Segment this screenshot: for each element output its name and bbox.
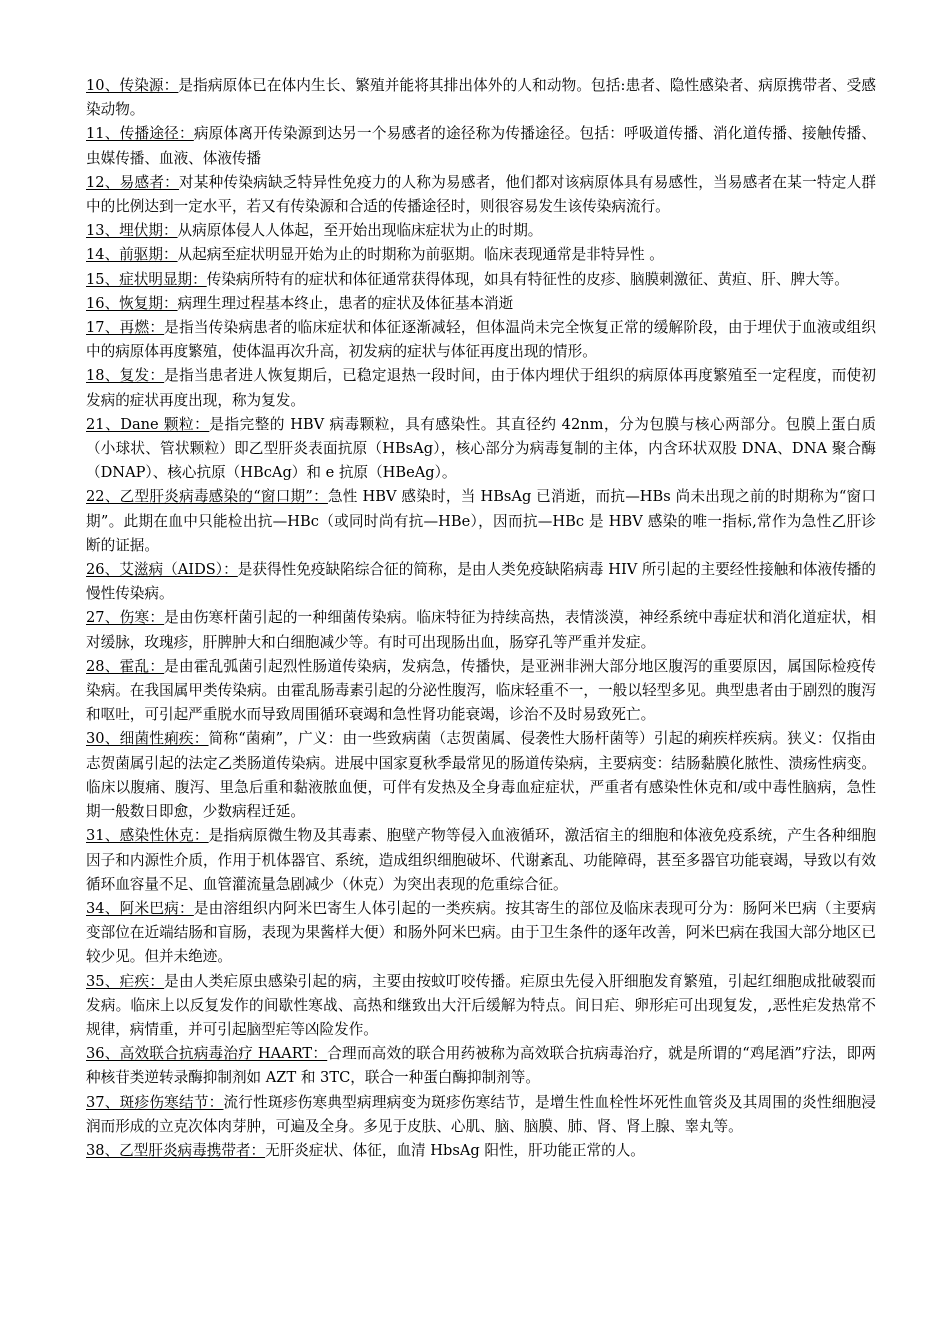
definition-entry [86, 970, 876, 1043]
definition-entry [86, 316, 876, 364]
definition-text: 是指当传染病患者的临床症状和体征逐渐减轻，但体温尚未完全恢复正常的缓解阶段，由于埋伏于血液或组织中的病原体再度繁殖，使体温再次升高，初发病的症状与体征再度出现的情形。 [86, 319, 876, 361]
definition-text: 流行性斑疹伤寒典型病理病变为斑疹伤寒结节，是增生性血栓性坏死性血管炎及其周围的炎性细胞浸润而形成的立克次体肉芽肿，可遍及全身。多见于皮肤、心肌、脑、脑膜、肺、肾、肾上腺、睾丸等。 [86, 1093, 876, 1135]
definition-term: 37、斑疹伤寒结节： [86, 1093, 224, 1111]
definition-text: 是指当患者进人恢复期后，已稳定退热一段时间，由于体内埋伏于组织的病原体再度繁殖至一定程度，而使初发病的症状再度出现，称为复发。 [86, 367, 876, 409]
definition-text: 对某种传染病缺乏特异性免疫力的人称为易感者，他们都对该病原体具有易感性，当易感者在某一特定人群中的比例达到一定水平，若又有传染源和合适的传播途径时，则很容易发生该传染病流行。 [86, 173, 876, 216]
definition-text: 病理生理过程基本终止，患者的症状及体征基本消逝 [177, 294, 514, 312]
definition-entry [86, 122, 876, 170]
definition-term: 11、传播途径： [86, 125, 194, 143]
definition-text: 是指完整的 HBV 病毒颗粒，具有感染性。其直径约 42nm，分为包膜与核心两部分。包膜上蛋白质（小球状、管状颗粒）即乙型肝炎表面抗原（HBsAg），核心部分为病毒复制的主体，内含环状双股 DNA、DNA 聚合酶（DNAP）、核心抗原（HBcAg）和 e 抗原（HBeAg）。 [86, 415, 877, 482]
definition-term: 22、乙型肝炎病毒感染的“窗口期”： [86, 488, 328, 506]
definition-term: 30、细菌性痢疾： [86, 730, 209, 748]
definition-term: 27、伤寒： [86, 609, 165, 627]
definition-text: 传染病所特有的症状和体征通常获得体现，如具有特征性的皮疹、脑膜刺激征、黄疸、肝、脾大等。 [206, 270, 849, 288]
definition-entry [86, 292, 876, 316]
definition-text: 是指病原微生物及其毒素、胞壁产物等侵入血液循环，激活宿主的细胞和体液免疫系统，产生各种细胞因子和内源性介质，作用于机体器官、系统，造成组织细胞破坏、代谢紊乱、功能障碍，甚至多器官功能衰竭，导致以有效循环血容量不足、血管灌流量急剧减少（休克）为突出表现的危重综合征。 [86, 827, 876, 893]
definition-entry [86, 485, 876, 558]
definition-term: 26、艾滋病（AIDS）： [86, 561, 238, 579]
definition-text: 是由人类疟原虫感染引起的病，主要由按蚊叮咬传播。疟原虫先侵入肝细胞发育繁殖，引起红细胞成批破裂而发病。临床上以反复发作的间歇性寒战、高热和继致出大汗后缓解为特点。间日疟、卵形疟可出现复发，,恶性疟发热常不规律，病情重，并可引起脑型疟等凶险发作。 [86, 972, 876, 1038]
definition-term: 12、易感者： [86, 173, 179, 191]
definition-entry [86, 655, 876, 728]
definition-text: 合理而高效的联合用药被称为高效联合抗病毒治疗，就是所谓的“鸡尾酒”疗法，即两种核苷类逆转录酶抑制剂如 AZT 和 3TC，联合一种蛋白酶抑制剂等。 [86, 1045, 876, 1087]
definition-entry [86, 558, 876, 606]
definition-text: 是由伤寒杆菌引起的一种细菌传染病。临床特征为持续高热，表情淡漠，神经系统中毒症状和消化道症状，相对缓脉，玫瑰疹，肝脾肿大和白细胞减少等。有时可出现肠出血，肠穿孔等严重并发症。 [86, 609, 876, 651]
definition-entry [86, 171, 876, 219]
definition-term: 36、高效联合抗病毒治疗 HAART： [86, 1045, 328, 1063]
definition-text: 是指病原体已在体内生长、繁殖并能将其排出体外的人和动物。包括:患者、隐性感染者、病原携带者、受感染动物。 [86, 77, 876, 119]
definition-term: 18、复发： [86, 367, 165, 385]
definition-term: 16、恢复期： [86, 294, 178, 312]
definition-text: 急性 HBV 感染时，当 HBsAg 已消逝，而抗—HBs 尚未出现之前的时期称为“窗口期”。此期在血中只能检出抗—HBc（或同时尚有抗—HBe），因而抗—HBc 是 HBV 感染的唯一指标,常作为急性乙肝诊断的证据。 [86, 488, 876, 554]
definition-entry [86, 1042, 876, 1090]
definition-entry [86, 824, 876, 897]
definition-text: 是获得性免疫缺陷综合征的简称，是由人类免疫缺陷病毒 HIV 所引起的主要经性接触和体液传播的慢性传染病。 [86, 561, 876, 603]
definition-text: 是由溶组织内阿米巴寄生人体引起的一类疾病。按其寄生的部位及临床表现可分为：肠阿米巴病（主要病变部位在近端结肠和盲肠，表现为果酱样大便）和肠外阿米巴病。由于卫生条件的逐年改善，阿米巴病在我国大部分地区已较少见。但并未绝迹。 [86, 899, 876, 966]
definition-entry [86, 74, 876, 122]
definition-list [86, 74, 876, 1163]
definition-term: 31、感染性休克： [86, 827, 209, 845]
definition-entry [86, 413, 876, 486]
definition-term: 35、疟疾： [86, 972, 165, 990]
definition-term: 17、再燃： [86, 319, 165, 337]
definition-term: 10、传染源： [86, 77, 179, 94]
definition-text: 从起病至症状明显开始为止的时期称为前驱期。临床表现通常是非特异性 。 [177, 246, 664, 264]
definition-term: 13、埋伏期： [86, 222, 178, 240]
definition-entry [86, 897, 876, 970]
definition-entry [86, 606, 876, 654]
definition-entry [86, 1139, 876, 1163]
definition-term: 34、阿米巴病： [86, 899, 194, 917]
definition-term: 15、症状明显期： [86, 270, 207, 288]
definition-term: 21、Dane 颗粒： [86, 415, 210, 433]
definition-entry [86, 243, 876, 267]
definition-entry [86, 364, 876, 412]
definition-entry [86, 219, 876, 243]
definition-entry [86, 1091, 876, 1139]
definition-entry [86, 727, 876, 824]
definition-text: 简称“菌痢”，广义：由一些致病菌（志贺菌属、侵袭性大肠杆菌等）引起的痢疾样疾病。狭义：仅指由志贺菌属引起的法定乙类肠道传染病。进展中国家夏秋季最常见的肠道传染病，主要病变：结肠黏膜化脓性、溃疡性病变。临床以腹痛、腹泻、里急后重和黏液脓血便，可伴有发热及全身毒血症症状，严重者有感染性休克和/或中毒性脑病，急性期一般数日即愈，少数病程迁延。 [86, 730, 876, 821]
definition-term: 28、霍乱： [86, 657, 165, 675]
definition-text: 无肝炎症状、体征，血清 HbsAg 阳性，肝功能正常的人。 [265, 1141, 645, 1159]
definition-text: 病原体离开传染源到达另一个易感者的途径称为传播途径。包括：呼吸道传播、消化道传播、接触传播、虫媒传播、血液、体液传播 [86, 125, 876, 167]
definition-term: 14、前驱期： [86, 246, 178, 264]
definition-term: 38、乙型肝炎病毒携带者： [86, 1141, 266, 1159]
definition-text: 从病原体侵人人体起，至开始出现临床症状为止的时期。 [177, 222, 543, 240]
definition-text: 是由霍乱弧菌引起烈性肠道传染病，发病急，传播快，是亚洲非洲大部分地区腹泻的重要原因，属国际检疫传染病。在我国属甲类传染病。由霍乱肠毒素引起的分泌性腹泻，临床轻重不一，一般以轻型多见。典型患者由于剧烈的腹泻和呕吐，可引起严重脱水而导致周围循环衰竭和急性肾功能衰竭，诊治不及时易致死亡。 [86, 657, 876, 724]
definition-entry [86, 268, 876, 292]
